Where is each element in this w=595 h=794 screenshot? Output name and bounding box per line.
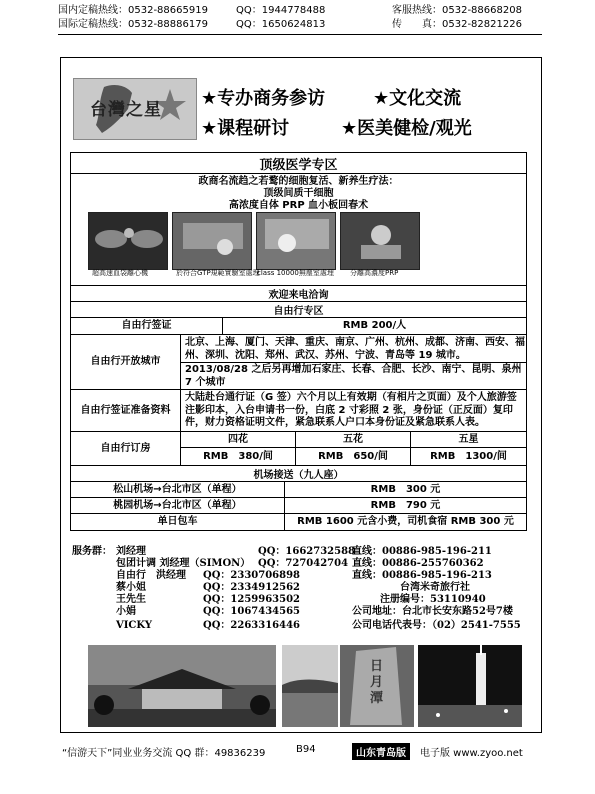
contact-wang-qq: QQ：1259963502 (203, 594, 301, 605)
page-number: B94 (296, 744, 316, 755)
hotel-header (181, 432, 526, 448)
cities-label: 自由行开放城市 (71, 335, 181, 389)
contact-hong-qq: QQ：2330706898 (203, 570, 301, 581)
hotel-price-4flower: RMB 380/间 (181, 448, 296, 466)
service-group-label: 服务群： (72, 546, 112, 557)
intl-hotline: 国际定稿热线：0532-88886179 (58, 19, 208, 30)
edition-site: 电子版 www.zyoo.net (420, 748, 523, 759)
hotel-prices (181, 448, 526, 466)
airport2-label: 桃园机场→台北市区（单程） (71, 498, 285, 513)
visa-value: RMB 200/人 (342, 320, 407, 331)
photo-cleanroom (256, 212, 336, 270)
airport1-row (71, 482, 526, 498)
contact-vicky-qq: QQ：2263316446 (203, 620, 301, 631)
docs-value: 大陆赴台通行证（G 签）六个月以上有效期（有相片之页面）及个人旅游签注影印本，入台申请书一份，白底 2 寸彩照 2 张，身份证（正反面）复印件，财力资格证明文件，紧急联系人户口本身份证及紧急联系人表。 (185, 392, 517, 428)
photo-palace-museum (88, 645, 276, 727)
welcome-text: 欢迎来电洽询 (71, 286, 526, 302)
photo-sun-moon-lake-stone (340, 645, 414, 727)
docs-row (71, 390, 526, 432)
cities-divider (181, 362, 526, 363)
section-free-travel: 自由行专区 (71, 302, 526, 318)
header-divider (58, 34, 542, 35)
contact-cai: 蔡小姐 (116, 582, 146, 593)
cities-list: 北京、上海、厦门、天津、重庆、南京、广州、杭州、成都、济南、西安、福州、深圳、沈阳、郑州、武汉、苏州、宁波、青岛等 19 城市。 (185, 337, 525, 361)
caption-prp: 分離高濃度PRP (350, 269, 399, 277)
contact-liu: 刘经理 (116, 546, 146, 557)
banner (73, 78, 533, 144)
charter-label: 单日包车 (71, 514, 285, 530)
hotel-col-5star: 五星 (458, 433, 479, 445)
contact-hong: 自由行 洪经理 (116, 570, 186, 581)
visa-row (71, 318, 526, 335)
hotel-col-5flower: 五花 (296, 432, 411, 447)
taiwan-star-logo (73, 78, 197, 140)
airport2-price: RMB 790 元 (370, 499, 441, 511)
company-name: 台湾米奇旅行社 (400, 582, 470, 593)
service-table (70, 152, 527, 531)
hotel-label: 自由行订房 (71, 432, 181, 465)
airport1-label: 松山机场→台北市区（单程） (71, 482, 285, 497)
contact-simon-qq: QQ：727042704 (258, 558, 349, 569)
contact-liu-tel: 直线：00886-985-196-211 (352, 546, 492, 557)
hotel-row (71, 432, 526, 466)
caption-cleanroom: class 10000無塵室處理 (257, 269, 334, 277)
contact-hong-tel: 直线：00886-985-196-213 (352, 570, 492, 581)
caption-gtp-lab: 於符合GTP規範實驗室處理 (176, 269, 260, 277)
banner-business: ★专办商务参访 (201, 88, 326, 109)
fax-number: 传 真：0532-82821226 (392, 19, 522, 30)
contact-vicky: VICKY (116, 620, 152, 631)
stone-inscription: 日月潭 (370, 659, 384, 706)
banner-medical: ★医美健检/观光 (341, 118, 472, 139)
hotel-price-5star: RMB 1300/间 (430, 451, 507, 462)
airport2-row (71, 498, 526, 514)
banner-culture: ★文化交流 (373, 88, 462, 109)
contact-juan: 小娟 (116, 606, 136, 617)
contact-juan-qq: QQ：1067434565 (203, 606, 301, 617)
contact-cai-qq: QQ：2334912562 (203, 582, 301, 593)
domestic-qq: QQ：1944778488 (236, 5, 326, 16)
edition-badge: 山东青岛版 (352, 743, 410, 760)
medical-title: 顶级医学专区 (71, 153, 526, 174)
contact-simon-tel: 直线：00886-255760362 (352, 558, 484, 569)
banner-course: ★课程研讨 (201, 118, 290, 139)
intl-qq: QQ：1650624813 (236, 19, 326, 30)
company-phone: 公司电话代表号：（02）2541-7555 (352, 620, 521, 631)
section-airport: 机场接送（九人座） (71, 466, 526, 482)
charter-price: RMB 1600 元含小费，司机食宿 RMB 300 元 (297, 516, 514, 527)
photo-prp (340, 212, 420, 270)
photo-centrifuge (88, 212, 168, 270)
medical-sub3: 高浓度自体 PRP 血小板回春术 (228, 200, 369, 211)
hotel-price-5flower: RMB 650/间 (296, 448, 411, 466)
service-hotline: 客服热线：0532-88668208 (392, 5, 522, 16)
registration-number: 注册编号：53110940 (380, 594, 486, 605)
docs-label: 自由行签证准备资料 (71, 390, 181, 431)
contact-simon: 包团计调 刘经理（SIMON） (116, 558, 251, 569)
cities-additional: 2013/08/28 之后另再增加石家庄、长春、合肥、长沙、南宁、昆明、泉州 7 个城市 (185, 364, 522, 388)
hotel-col-4flower: 四花 (181, 432, 296, 447)
photo-lake (282, 645, 338, 727)
company-address: 公司地址：台北市长安东路52号7楼 (352, 606, 513, 617)
visa-label: 自由行签证 (71, 318, 223, 334)
domestic-hotline: 国内定稿热线：0532-88665919 (58, 5, 208, 16)
charter-row (71, 514, 526, 530)
logo-text: 台灣之星 (90, 100, 162, 120)
caption-centrifuge: 超高速血袋離心機 (92, 269, 148, 277)
footer-qq-group: “信游天下”同业业务交流 QQ 群：49836239 (62, 748, 266, 759)
medical-sub1: 政商名流趋之若鹜的细胞复活、新养生疗法： (198, 176, 399, 187)
contact-wang: 王先生 (116, 594, 146, 605)
photo-taipei-101 (418, 645, 522, 727)
contact-liu-qq: QQ：1662732588 (258, 546, 356, 557)
airport1-price: RMB 300 元 (370, 483, 441, 495)
photo-gtp-lab (172, 212, 252, 270)
medical-sub2: 顶级间质干细胞 (263, 188, 334, 199)
cities-row (71, 335, 526, 390)
